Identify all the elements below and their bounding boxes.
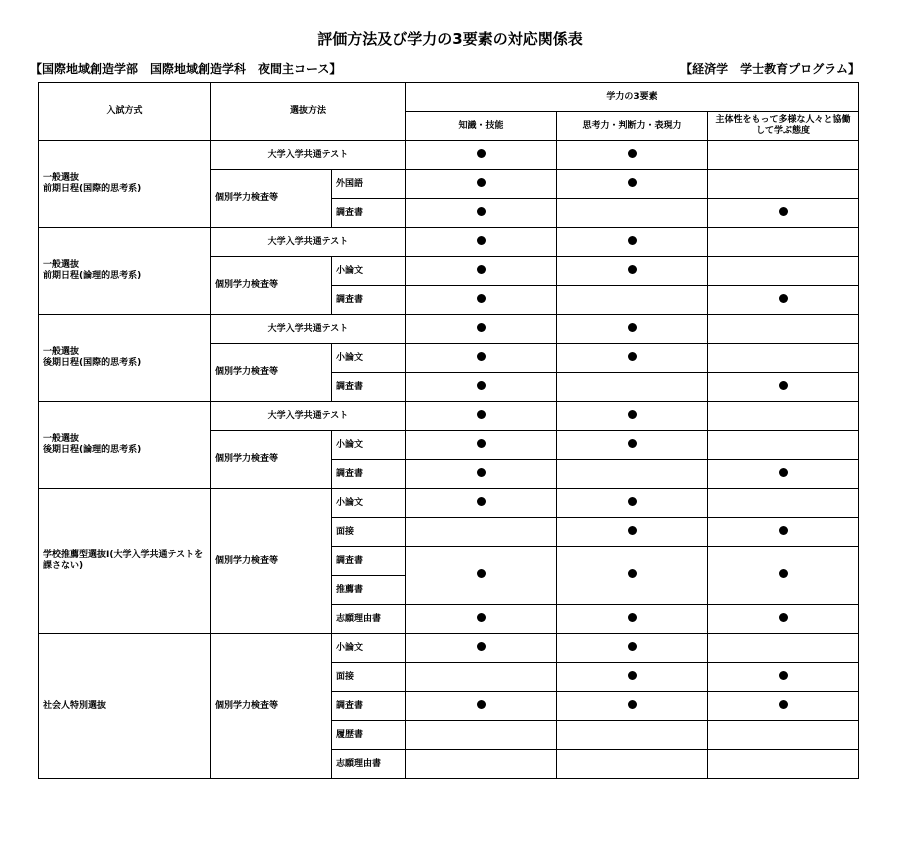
filled-circle-icon (628, 526, 637, 535)
filled-circle-icon (779, 294, 788, 303)
mark-cell (406, 460, 557, 489)
common-test: 大学入学共通テスト (211, 315, 406, 344)
program-label: 【経済学 学士教育プログラム】 (680, 62, 860, 76)
filled-circle-icon (477, 569, 486, 578)
mark-cell (406, 344, 557, 373)
col-header-attitude-text: 主体性をもって多様な人々と協働して学ぶ態度 (715, 115, 851, 136)
empty-cell (708, 431, 859, 460)
empty-cell (708, 141, 859, 170)
admission-name: 一般選抜 後期日程(国際的思考系) (43, 347, 142, 368)
mark-cell (557, 634, 708, 663)
mark-cell (557, 518, 708, 547)
admission-school-recommendation (39, 489, 211, 634)
filled-circle-icon (477, 439, 486, 448)
empty-cell (557, 286, 708, 315)
col-header-thinking: 思考力・判断力・表現力 (557, 112, 708, 141)
col-header-admission: 入試方式 (39, 83, 211, 141)
empty-cell (708, 721, 859, 750)
mark-cell (708, 518, 859, 547)
sub-method: 小論文 (332, 634, 406, 663)
filled-circle-icon (628, 410, 637, 419)
mark-cell (557, 663, 708, 692)
filled-circle-icon (628, 642, 637, 651)
admission-name: 一般選抜 前期日程(論理的思考系) (43, 260, 142, 281)
filled-circle-icon (477, 178, 486, 187)
empty-cell (406, 663, 557, 692)
mark-cell (557, 692, 708, 721)
mark-cell (708, 286, 859, 315)
filled-circle-icon (477, 613, 486, 622)
individual-exam: 個別学力検査等 (211, 344, 332, 402)
filled-circle-icon (779, 613, 788, 622)
page-title: 評価方法及び学力の3要素の対応関係表 (317, 30, 583, 48)
admission-working-adults (39, 634, 211, 779)
sub-method: 推薦書 (332, 576, 406, 605)
sub-method: 調査書 (332, 373, 406, 402)
col-header-elements: 学力の3要素 (406, 83, 859, 112)
mark-cell (406, 547, 557, 605)
empty-cell (708, 257, 859, 286)
mark-cell (557, 402, 708, 431)
mark-cell (557, 141, 708, 170)
mark-cell (708, 547, 859, 605)
mark-cell (557, 228, 708, 257)
filled-circle-icon (477, 381, 486, 390)
sub-method: 履歴書 (332, 721, 406, 750)
filled-circle-icon (628, 149, 637, 158)
mark-cell (406, 257, 557, 286)
sub-method: 面接 (332, 518, 406, 547)
filled-circle-icon (477, 294, 486, 303)
sub-method: 外国語 (332, 170, 406, 199)
mark-cell (557, 170, 708, 199)
mark-cell (708, 373, 859, 402)
mark-cell (557, 489, 708, 518)
filled-circle-icon (477, 468, 486, 477)
mark-cell (406, 431, 557, 460)
admission-general-late-logic (39, 402, 211, 489)
empty-cell (708, 402, 859, 431)
filled-circle-icon (477, 497, 486, 506)
filled-circle-icon (628, 439, 637, 448)
individual-exam: 個別学力検査等 (211, 489, 332, 634)
filled-circle-icon (477, 642, 486, 651)
col-header-knowledge: 知識・技能 (406, 112, 557, 141)
mark-cell (406, 199, 557, 228)
filled-circle-icon (779, 381, 788, 390)
filled-circle-icon (628, 671, 637, 680)
filled-circle-icon (628, 569, 637, 578)
mark-cell (557, 547, 708, 605)
individual-exam: 個別学力検査等 (211, 257, 332, 315)
admission-general-late-intl (39, 315, 211, 402)
filled-circle-icon (477, 352, 486, 361)
empty-cell (557, 199, 708, 228)
sub-method: 小論文 (332, 489, 406, 518)
filled-circle-icon (628, 323, 637, 332)
mark-cell (557, 431, 708, 460)
filled-circle-icon (779, 468, 788, 477)
individual-exam: 個別学力検査等 (211, 634, 332, 779)
empty-cell (406, 750, 557, 779)
mark-cell (708, 199, 859, 228)
admission-general-early-intl (39, 141, 211, 228)
sub-method: 小論文 (332, 344, 406, 373)
mark-cell (406, 228, 557, 257)
common-test: 大学入学共通テスト (211, 402, 406, 431)
empty-cell (708, 170, 859, 199)
filled-circle-icon (779, 207, 788, 216)
filled-circle-icon (477, 265, 486, 274)
filled-circle-icon (477, 207, 486, 216)
mark-cell (557, 315, 708, 344)
mark-cell (557, 257, 708, 286)
mark-cell (406, 402, 557, 431)
sub-method: 小論文 (332, 257, 406, 286)
empty-cell (708, 228, 859, 257)
sub-method: 調査書 (332, 692, 406, 721)
common-test: 大学入学共通テスト (211, 228, 406, 257)
filled-circle-icon (779, 569, 788, 578)
mark-cell (406, 634, 557, 663)
faculty-label: 【国際地域創造学部 国際地域創造学科 夜間主コース】 (30, 62, 342, 76)
mark-cell (406, 489, 557, 518)
filled-circle-icon (477, 236, 486, 245)
admission-name: 学校推薦型選抜I(大学入学共通テストを課さない) (43, 550, 204, 571)
mark-cell (708, 663, 859, 692)
filled-circle-icon (779, 526, 788, 535)
empty-cell (557, 721, 708, 750)
mark-cell (406, 170, 557, 199)
filled-circle-icon (628, 352, 637, 361)
mark-cell (406, 315, 557, 344)
filled-circle-icon (628, 700, 637, 709)
col-header-attitude (708, 112, 859, 141)
sub-method: 小論文 (332, 431, 406, 460)
filled-circle-icon (779, 671, 788, 680)
empty-cell (708, 750, 859, 779)
individual-exam: 個別学力検査等 (211, 431, 332, 489)
mark-cell (406, 373, 557, 402)
mark-cell (708, 605, 859, 634)
mark-cell (406, 605, 557, 634)
filled-circle-icon (628, 613, 637, 622)
empty-cell (557, 750, 708, 779)
evaluation-table (38, 82, 859, 779)
sub-method: 志願理由書 (332, 750, 406, 779)
mark-cell (708, 692, 859, 721)
sub-method: 面接 (332, 663, 406, 692)
filled-circle-icon (628, 236, 637, 245)
admission-name: 一般選抜 後期日程(論理的思考系) (43, 434, 142, 455)
empty-cell (406, 721, 557, 750)
filled-circle-icon (477, 410, 486, 419)
mark-cell (406, 141, 557, 170)
empty-cell (708, 315, 859, 344)
individual-exam: 個別学力検査等 (211, 170, 332, 228)
mark-cell (557, 344, 708, 373)
sub-method: 調査書 (332, 286, 406, 315)
filled-circle-icon (477, 149, 486, 158)
empty-cell (708, 634, 859, 663)
mark-cell (406, 286, 557, 315)
col-header-method: 選抜方法 (211, 83, 406, 141)
empty-cell (557, 373, 708, 402)
filled-circle-icon (779, 700, 788, 709)
filled-circle-icon (477, 323, 486, 332)
filled-circle-icon (628, 178, 637, 187)
empty-cell (406, 518, 557, 547)
mark-cell (406, 692, 557, 721)
mark-cell (557, 605, 708, 634)
sub-method: 調査書 (332, 199, 406, 228)
sub-method: 志願理由書 (332, 605, 406, 634)
filled-circle-icon (477, 700, 486, 709)
filled-circle-icon (628, 497, 637, 506)
admission-name: 一般選抜 前期日程(国際的思考系) (43, 173, 142, 194)
common-test: 大学入学共通テスト (211, 141, 406, 170)
sub-method: 調査書 (332, 460, 406, 489)
admission-general-early-logic (39, 228, 211, 315)
empty-cell (708, 489, 859, 518)
empty-cell (708, 344, 859, 373)
admission-name: 社会人特別選抜 (43, 700, 107, 711)
sub-method: 調査書 (332, 547, 406, 576)
empty-cell (557, 460, 708, 489)
filled-circle-icon (628, 265, 637, 274)
mark-cell (708, 460, 859, 489)
